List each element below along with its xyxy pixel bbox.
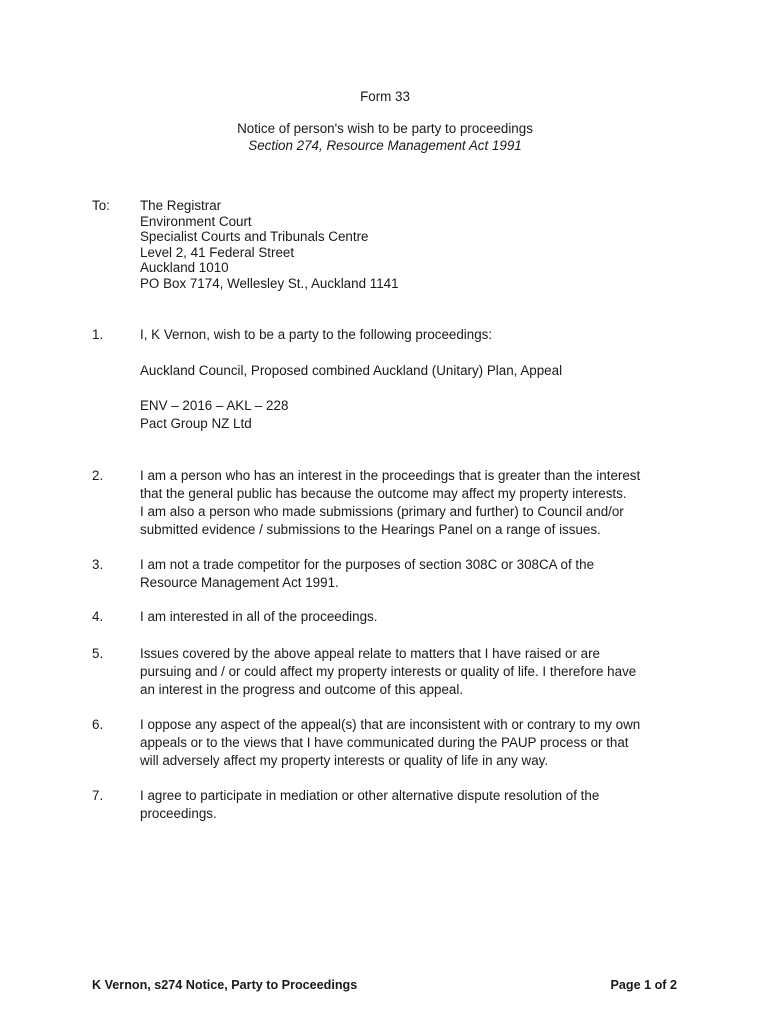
addressee-line: The Registrar (140, 198, 222, 213)
item-line: I, K Vernon, wish to be a party to the following proceedings: (140, 327, 493, 342)
addressee-line: Specialist Courts and Tribunals Centre (140, 229, 369, 245)
item-line: appeals or to the views that I have communicated during the PAUP process or that (140, 735, 629, 750)
footer-document-title: K Vernon, s274 Notice, Party to Proceedings (92, 978, 358, 992)
section-reference: Section 274, Resource Management Act 1991 (248, 138, 522, 153)
form-title: Form 33 (360, 89, 410, 104)
item-line: Auckland Council, Proposed combined Auckland (Unitary) Plan, Appeal (140, 363, 563, 378)
to-label: To: (92, 198, 110, 213)
addressee-line: PO Box 7174, Wellesley St., Auckland 1141 (140, 275, 399, 291)
addressee-line: Auckland 1010 (140, 260, 229, 276)
item-line: submitted evidence / submissions to the Hearings Panel on a range of issues. (140, 522, 601, 537)
item-text (140, 556, 680, 592)
item-number: 7. (92, 788, 104, 803)
item-text (140, 608, 680, 626)
item-text (140, 787, 680, 823)
notice-title: Notice of person's wish to be party to proceedings (237, 121, 533, 136)
item-text (140, 716, 680, 770)
item-number: 2. (92, 468, 104, 483)
item-number: 4. (92, 609, 104, 624)
item-line: I oppose any aspect of the appeal(s) that are inconsistent with or contrary to my own (140, 717, 641, 732)
item-line: that the general public has because the outcome may affect my property interests. (140, 486, 627, 501)
item-number: 3. (92, 557, 104, 572)
item-line: Issues covered by the above appeal relate to matters that I have raised or are (140, 646, 601, 661)
item-line: I agree to participate in mediation or other alternative dispute resolution of the (140, 788, 600, 803)
item-line: Resource Management Act 1991. (140, 575, 339, 590)
item-text (140, 397, 680, 433)
addressee-line: Environment Court (140, 213, 252, 229)
item-line: proceedings. (140, 806, 217, 821)
item-line: I am interested in all of the proceedings. (140, 609, 378, 624)
item-line: I am also a person who made submissions (primary and further) to Council and/or (140, 504, 624, 519)
footer-page-number: Page 1 of 2 (610, 978, 677, 992)
item-text (140, 467, 680, 539)
addressee-block (140, 198, 399, 292)
item-line: I am not a trade competitor for the purposes of section 308C or 308CA of the (140, 557, 595, 572)
item-number: 6. (92, 717, 104, 732)
item-line: an interest in the progress and outcome of this appeal. (140, 682, 464, 697)
item-line: Pact Group NZ Ltd (140, 416, 252, 431)
item-line: pursuing and / or could affect my property interests or quality of life. I therefore have (140, 664, 637, 679)
item-line: I am a person who has an interest in the proceedings that is greater than the interest (140, 468, 641, 483)
item-text (140, 362, 680, 380)
item-text (140, 326, 680, 344)
item-number: 5. (92, 646, 104, 661)
item-number: 1. (92, 327, 104, 342)
item-line: ENV – 2016 – AKL – 228 (140, 398, 289, 413)
addressee-line: Level 2, 41 Federal Street (140, 244, 295, 260)
item-line: will adversely affect my property interests or quality of life in any way. (140, 753, 549, 768)
item-text (140, 645, 680, 699)
